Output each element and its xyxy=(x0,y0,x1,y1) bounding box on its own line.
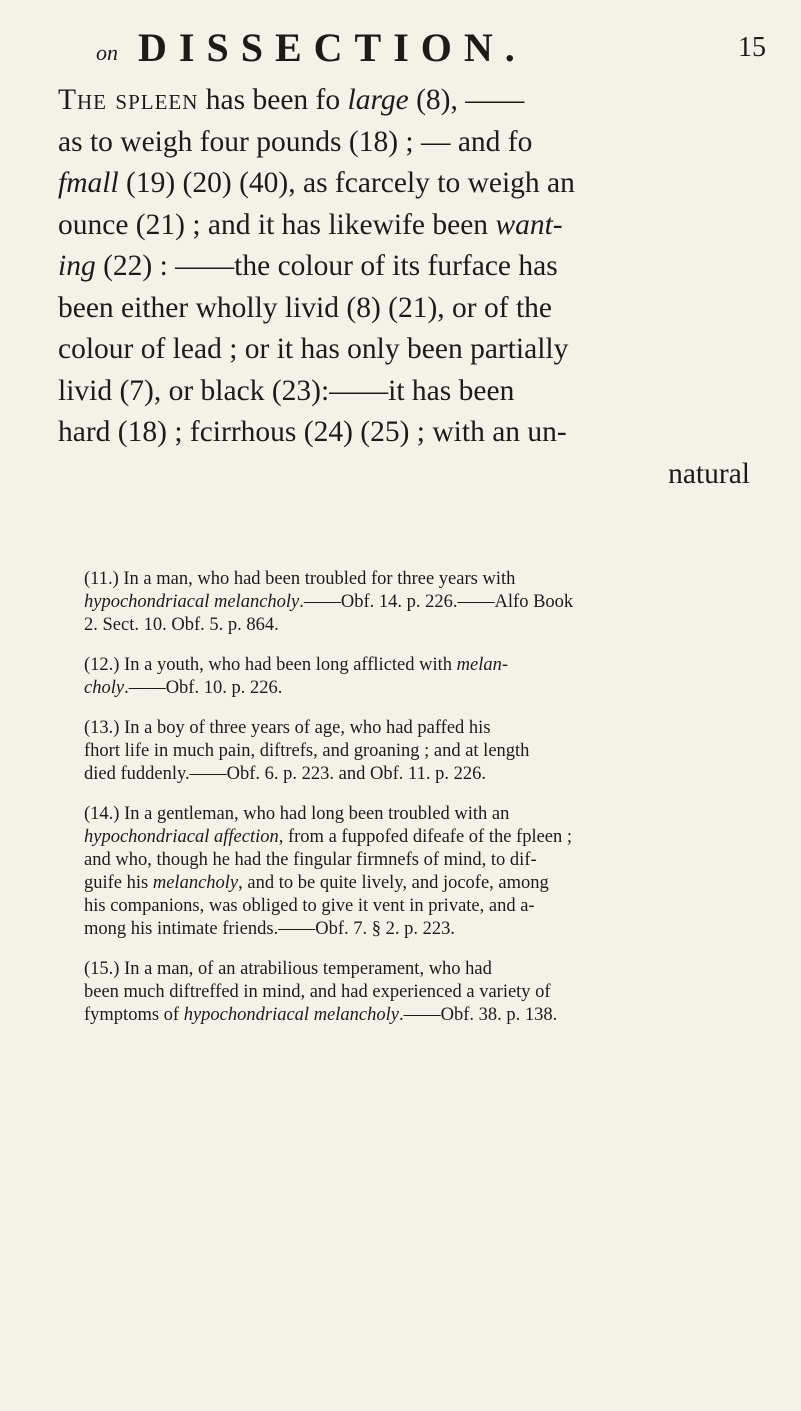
text-run: guife his xyxy=(84,873,153,893)
footnote-15 xyxy=(84,958,774,1027)
text-line xyxy=(58,246,758,288)
text-run: , from a fuppofed difeafe of the fpleen ; xyxy=(278,827,573,847)
text-run: .——Obf. 38. p. 138. xyxy=(398,1005,558,1025)
footnote-11 xyxy=(84,568,774,637)
text-line xyxy=(58,205,758,247)
note-line xyxy=(84,872,774,895)
note-line: fhort life in much pain, diftrefs, and groaning ; and at length xyxy=(84,741,530,761)
note-line xyxy=(84,677,774,700)
italic-run: melancholy xyxy=(152,873,239,893)
note-line: (14.) In a gentleman, who had long been troubled with an xyxy=(84,804,510,824)
lead-in: The spleen xyxy=(58,84,199,116)
text-run: fymptoms of xyxy=(84,1005,184,1025)
italic-run: hypochondriacal melancholy xyxy=(183,1005,399,1025)
text-line: hard (18) ; fcirrhous (24) (25) ; with an un- xyxy=(58,416,567,448)
header-prefix: on xyxy=(96,40,118,65)
italic-run: hypochondriacal affection xyxy=(84,827,279,847)
text-run: .——Obf. 10. p. 226. xyxy=(124,678,283,698)
running-header xyxy=(96,18,796,68)
header-title: DISSECTION. xyxy=(138,25,527,70)
text-line: as to weigh four pounds (18) ; — and fo xyxy=(58,125,533,158)
footnote-12 xyxy=(84,654,774,700)
italic-run: fmall xyxy=(58,167,119,199)
text-run: (12.) In a youth, who had been long afflicted with xyxy=(84,655,457,675)
note-line: and who, though he had the fingular firmnefs of mind, to dif- xyxy=(84,850,537,870)
text-run: .——Obf. 14. p. 226.——Alfo Book xyxy=(299,592,574,612)
note-line: been much diftreffed in mind, and had experienced a variety of xyxy=(84,982,551,1002)
footnote-13 xyxy=(84,717,774,786)
note-line xyxy=(84,1004,774,1027)
footnote-14 xyxy=(84,803,774,941)
note-line: died fuddenly.——Obf. 6. p. 223. and Obf. 11. p. 226. xyxy=(84,764,486,784)
note-line: his companions, was obliged to give it vent in private, and a- xyxy=(84,896,535,916)
note-line xyxy=(84,826,774,849)
note-line: (15.) In a man, of an atrabilious temperament, who had xyxy=(84,959,492,979)
text-run: ounce (21) ; and it has likewife been xyxy=(58,208,496,241)
text-line: been either wholly livid (8) (21), or of the xyxy=(58,291,552,324)
text-line: colour of lead ; or it has only been partially xyxy=(58,333,569,365)
text-run: (8), —— xyxy=(408,84,525,116)
italic-run: melan- xyxy=(456,655,509,675)
italic-run: ing xyxy=(58,250,96,282)
page-number: 15 xyxy=(738,32,766,63)
footnotes xyxy=(84,568,774,1044)
italic-run: hypochondriacal melancholy xyxy=(84,592,300,612)
text-line: livid (7), or black (23):——it has been xyxy=(58,374,515,407)
catchword: natural xyxy=(668,457,750,490)
note-line xyxy=(84,654,774,677)
main-paragraph xyxy=(58,80,758,495)
text-run: , and to be quite lively, and jocofe, among xyxy=(238,873,549,893)
italic-run: want- xyxy=(495,208,563,241)
note-line: (13.) In a boy of three years of age, who had paffed his xyxy=(84,718,491,738)
text-run: (19) (20) (40), as fcarcely to weigh an xyxy=(118,167,575,199)
text-line xyxy=(58,163,758,205)
italic-run: large xyxy=(347,84,409,116)
text-run: has been fo xyxy=(198,84,348,116)
text-line xyxy=(58,80,758,122)
note-line: (11.) In a man, who had been troubled for three years with xyxy=(84,569,516,589)
note-line xyxy=(84,591,774,614)
text-run: (22) : ——the colour of its furface has xyxy=(95,250,558,282)
note-line: 2. Sect. 10. Obf. 5. p. 864. xyxy=(84,615,279,635)
italic-run: choly xyxy=(84,678,125,698)
note-line: mong his intimate friends.——Obf. 7. § 2. p. 223. xyxy=(84,919,455,939)
